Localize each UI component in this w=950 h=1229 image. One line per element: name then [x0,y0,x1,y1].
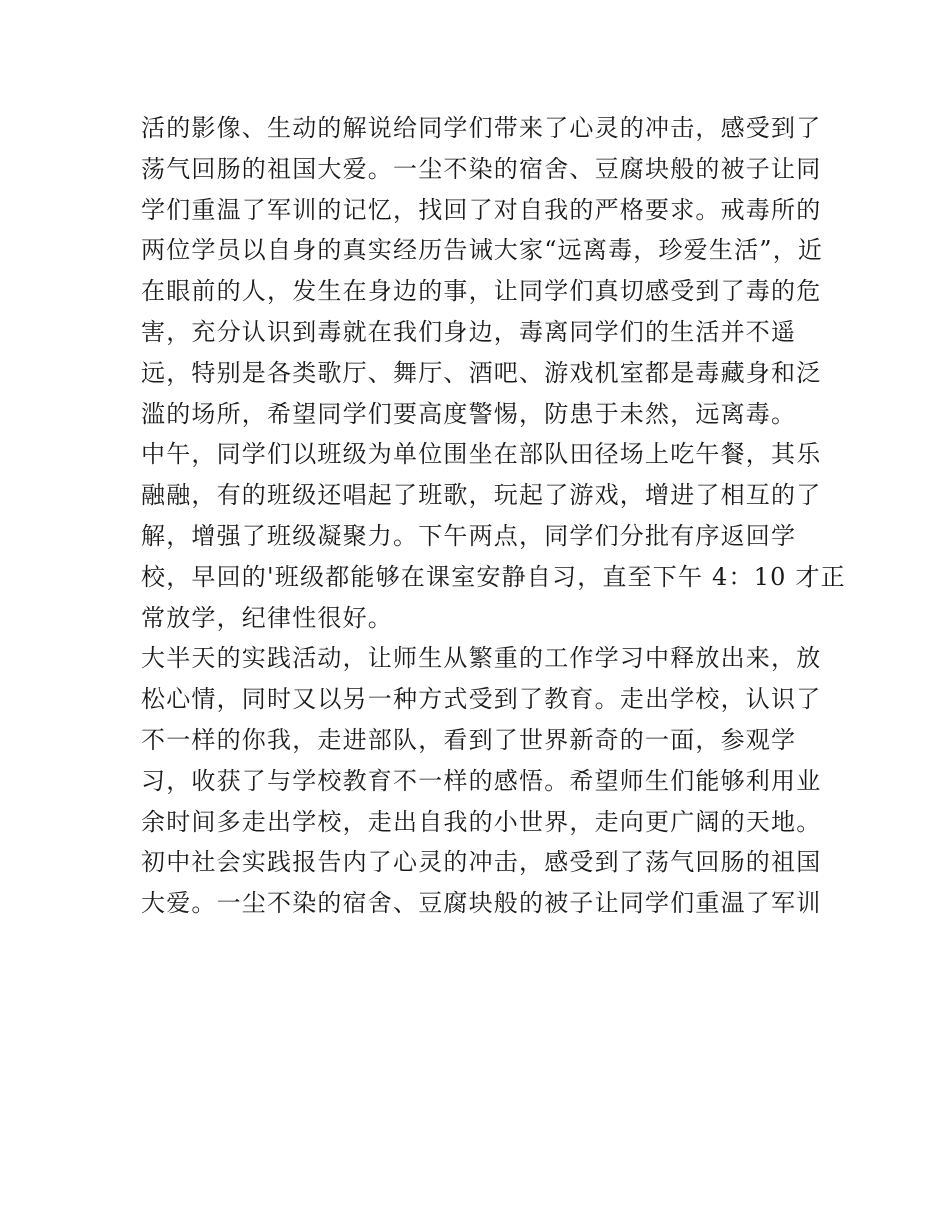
text-line: 大半天的实践活动，让师生从繁重的工作学习中释放出来，放 [141,644,822,673]
text-line: 大爱。一尘不染的宿舍、豆腐块般的被子让同学们重温了军训 [141,889,822,918]
text-line: 校，早回的'班级都能够在课室安静自习，直至下午 4：10 才正 [141,562,846,591]
text-line: 两位学员以自身的真实经历告诫大家“远离毒，珍爱生活”，近 [141,236,824,265]
text-line: 余时间多走出学校，走出自我的小世界，走向更广阔的天地。 [141,807,822,836]
text-line: 松心情，同时又以另一种方式受到了教育。走出学校，认识了 [141,685,822,714]
text-line: 滥的场所，希望同学们要高度警惕，防患于未然，远离毒。 [141,399,797,428]
text-line: 害，充分认识到毒就在我们身边，毒离同学们的生活并不遥 [141,317,797,346]
text-line: 初中社会实践报告内了心灵的冲击，感受到了荡气回肠的祖国 [141,848,822,877]
text-line: 不一样的你我，走进部队，看到了世界新奇的一面，参观学 [141,725,797,754]
body-text [141,108,846,924]
text-line: 远，特别是各类歌厅、舞厅、酒吧、游戏机室都是毒藏身和泛 [141,358,822,387]
text-line: 学们重温了军训的记忆，找回了对自我的严格要求。戒毒所的 [141,195,822,224]
text-line: 解，增强了班级凝聚力。下午两点，同学们分批有序返回学 [141,521,797,550]
text-line: 在眼前的人，发生在身边的事，让同学们真切感受到了毒的危 [141,277,822,306]
text-line: 中午，同学们以班级为单位围坐在部队田径场上吃午餐，其乐 [141,440,822,469]
text-line: 荡气回肠的祖国大爱。一尘不染的宿舍、豆腐块般的被子让同 [141,154,822,183]
text-line: 活的影像、生动的解说给同学们带来了心灵的冲击，感受到了 [141,114,822,142]
text-line: 常放学，纪律性很好。 [141,603,393,632]
text-line: 习，收获了与学校教育不一样的感悟。希望师生们能够利用业 [141,766,822,795]
text-line: 融融，有的班级还唱起了班歌，玩起了游戏，增进了相互的了 [141,481,822,510]
